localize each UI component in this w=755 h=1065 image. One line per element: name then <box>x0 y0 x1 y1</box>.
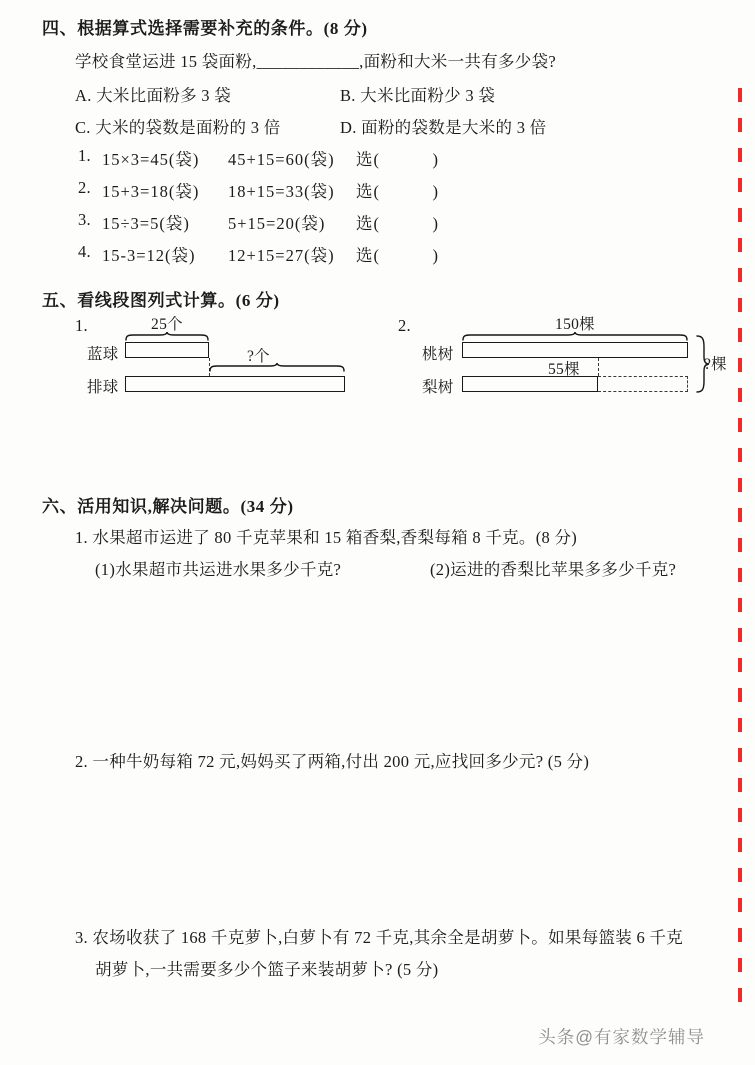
line-segment-diagram-2 <box>398 312 748 407</box>
expression-1: 15×3=45(袋) <box>102 150 200 169</box>
problem-2-text: 2. 一种牛奶每箱 72 元,妈妈买了两箱,付出 200 元,应找回多少元? (5 分) <box>75 752 590 771</box>
dashed-connector-line <box>598 358 599 376</box>
diagram2-dashed-difference-segment <box>598 376 688 392</box>
equation-row-1 <box>78 146 439 170</box>
diagram2-top-value: 150棵 <box>555 316 595 333</box>
option-b: B. 大米比面粉少 3 袋 <box>340 86 496 105</box>
option-a: A. 大米比面粉多 3 袋 <box>75 86 232 105</box>
problem-3-text-line1: 3. 农场收获了 168 千克萝卜,白萝卜有 72 千克,其余全是胡萝卜。如果每篮装 6 千克 <box>75 928 684 947</box>
option-d: D. 面粉的袋数是大米的 3 倍 <box>340 118 547 137</box>
equation-row-4 <box>78 242 439 266</box>
answer-blank: 选( ) <box>356 246 439 265</box>
problem-1-question-1: (1)水果超市共运进水果多少千克? <box>95 560 342 579</box>
watermark-credit: 头条@有家数学辅导 <box>538 1027 705 1047</box>
diagram2-bar-peach-trees <box>462 342 688 358</box>
problem-3-text-line2: 胡萝卜,一共需要多少个篮子来装胡萝卜? (5 分) <box>95 960 439 979</box>
section-four-title: 四、根据算式选择需要补充的条件。(8 分) <box>42 19 368 38</box>
item-number: 3. <box>78 210 91 229</box>
item-number: 1. <box>78 146 91 165</box>
diagram2-row2-label: 梨树 <box>422 379 454 396</box>
answer-blank: 选( ) <box>356 150 439 169</box>
expression-1: 15÷3=5(袋) <box>102 214 190 233</box>
item-number: 2. <box>78 178 91 197</box>
problem-1-subquestions <box>95 556 676 580</box>
line-segment-diagram-1 <box>75 312 375 407</box>
diagram1-row1-label: 蓝球 <box>87 346 119 363</box>
diagram1-bar-volleyball <box>125 376 345 392</box>
overbrace-icon <box>209 362 345 372</box>
diagram1-top-value: 25个 <box>151 316 183 333</box>
options-row-ab <box>75 82 495 106</box>
equation-row-2 <box>78 178 439 202</box>
expression-2: 45+15=60(袋) <box>228 150 335 169</box>
options-row-cd <box>75 114 546 138</box>
diagram2-bar-pear-trees <box>462 376 598 392</box>
red-margin-dashed-line <box>738 88 742 1013</box>
diagram2-row1-label: 桃树 <box>422 346 454 363</box>
expression-1: 15-3=12(袋) <box>102 246 196 265</box>
diagram2-difference-value: 55棵 <box>548 361 580 378</box>
question-stem: 学校食堂运进 15 袋面粉,____________,面粉和大米一共有多少袋? <box>75 52 557 71</box>
answer-blank: 选( ) <box>356 182 439 201</box>
problem-1-question-2: (2)运进的香梨比苹果多多少千克? <box>430 560 677 579</box>
answer-blank: 选( ) <box>356 214 439 233</box>
option-c: C. 大米的袋数是面粉的 3 倍 <box>75 118 281 137</box>
diagram1-bar-blue-ball <box>125 342 209 358</box>
expression-2: 5+15=20(袋) <box>228 214 326 233</box>
diagram1-row2-label: 排球 <box>87 379 119 396</box>
diagram-number: 1. <box>75 316 88 335</box>
section-five-title: 五、看线段图列式计算。(6 分) <box>42 291 280 310</box>
diagram1-question-value: ?个 <box>247 348 270 365</box>
overbrace-icon <box>462 331 688 341</box>
problem-1-text: 1. 水果超市运进了 80 千克苹果和 15 箱香梨,香梨每箱 8 千克。(8 分) <box>75 528 578 547</box>
equation-row-3 <box>78 210 439 234</box>
overbrace-icon <box>125 331 209 341</box>
expression-2: 18+15=33(袋) <box>228 182 335 201</box>
diagram-number: 2. <box>398 316 411 335</box>
expression-2: 12+15=27(袋) <box>228 246 335 265</box>
section-six-title: 六、活用知识,解决问题。(34 分) <box>42 497 294 516</box>
diagram2-question-value: ?棵 <box>704 356 727 373</box>
expression-1: 15+3=18(袋) <box>102 182 200 201</box>
item-number: 4. <box>78 242 91 261</box>
